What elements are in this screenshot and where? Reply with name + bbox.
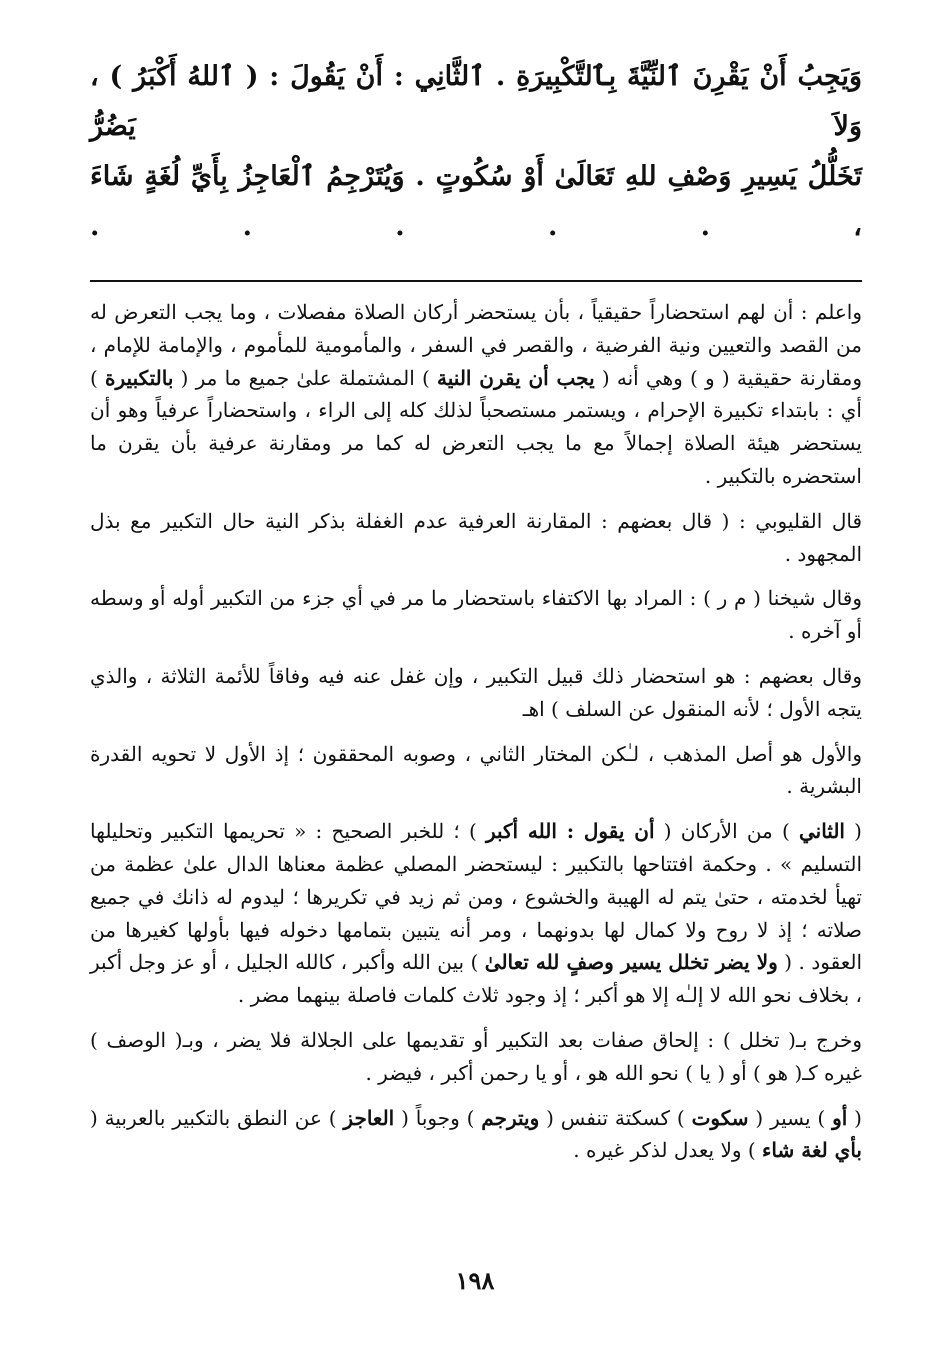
commentary-text: ) ؛ للخبر الصحيح : « تحريمها التكبير وتحليلها التسليم » . وحكمة افتتاحها بالتكبير : ليستحضر المصلي عظمة معناها الدال علىٰ عظمة من تهيأ لخدمته ، حتىٰ يتم له الهيبة والخشوع ، ومن ثم زيد في تكريرها ؛ ليدوم له ذانك في جميع صلاته ؛ إذ لا روح ولا كمال لها بدونهما ، ومر أنه يتبين بتمامها دخوله فيها بأولها كغيرها من العقود . ( bbox=[90, 819, 863, 975]
main-text-line-2: تَخَلُّلُ يَسِيرِ وَصْفِ للهِ تَعَالَىٰ أَوْ سُكُوتٍ . وَيُتَرْجِمُ ٱلْعَاجِزُ بِأَيِّ لُغَةٍ شَاءَ ، . . . . . bbox=[90, 161, 862, 242]
commentary-paragraph bbox=[90, 582, 862, 648]
highlighted-main-text: يجب أن يقرن النية bbox=[437, 365, 595, 390]
commentary-text: ) عن النطق بالتكبير بالعربية ( bbox=[90, 1105, 344, 1130]
commentary-text: ) المشتملة علىٰ جميع ما مر ( bbox=[173, 365, 438, 390]
commentary-text: وقال شيخنا ( م ر ) : المراد بها الاكتفاء باستحضار ما مر في أي جزء من التكبير أوله أو وسطه أو آخره . bbox=[90, 586, 862, 644]
commentary-text: ( bbox=[847, 1105, 862, 1130]
commentary-text: ) ولا يعدل لذكر غيره . bbox=[573, 1138, 763, 1163]
highlighted-main-text: بالتكبيرة bbox=[105, 365, 174, 390]
footnote-divider bbox=[90, 280, 862, 282]
highlighted-main-text: الثاني bbox=[798, 819, 845, 844]
commentary-text: ) أي : بابتداء تكبيرة الإحرام ، ويستمر مستصحباً لذلك كله إلى الراء ، واستحضاراً عرفياً وهو أن يستحضر هيئة الصلاة إجمالاً مع ما يجب التعرض له كما مر ومقارنة عرفية بأن يقرن ما استحضره بالتكبير . bbox=[90, 365, 862, 488]
highlighted-main-text: أو bbox=[832, 1105, 848, 1130]
commentary-text: ) يسير ( bbox=[748, 1105, 833, 1130]
commentary-text: ) من الأركان ( bbox=[654, 819, 799, 844]
commentary-text: وخرج بـ( تخلل ) : إلحاق صفات بعد التكبير أو تقديمها على الجلالة فلا يضر ، وبـ( الوصف ) غيره كـ( هو ) أو ( يا ) نحو الله هو ، أو يا رحمن أكبر ، فيضر . bbox=[90, 1027, 862, 1085]
highlighted-main-text: بأي لغة شاء bbox=[762, 1138, 862, 1163]
commentary-paragraph bbox=[90, 1024, 862, 1090]
commentary-paragraph bbox=[90, 1102, 862, 1168]
book-page bbox=[90, 52, 862, 1179]
commentary-paragraph bbox=[90, 815, 862, 1012]
page-number: ١٩٨ bbox=[455, 1266, 495, 1295]
commentary-text: ) بين الله وأكبر ، كالله الجليل ، أو عز وجل أكبر ، بخلاف نحو الله لا إلـٰه إلا هو أكبر ؛ إذ وجود ثلاث كلمات فاصلة بينهما مضر . bbox=[90, 950, 862, 1008]
commentary-paragraph bbox=[90, 738, 862, 804]
main-text bbox=[90, 52, 862, 252]
commentary-text: وقال بعضهم : هو استحضار ذلك قبيل التكبير ، وإن غفل عنه فيه وفاقاً للأئمة الثلاثة ، والذي يتجه الأول ؛ لأنه المنقول عن السلف ) اهـ bbox=[90, 663, 862, 721]
commentary-text: ( bbox=[844, 819, 862, 844]
commentary-paragraph bbox=[90, 296, 862, 493]
commentary-text: قال القليوبي : ( قال بعضهم : المقارنة العرفية عدم الغفلة بذكر النية حال التكبير مع بذل المجهود . bbox=[90, 508, 862, 566]
main-text-line-1: وَيَجِبُ أَنْ يَقْرِنَ ٱلنِّيَّةَ بِٱلتَّكْبِيرَةِ . ٱلثَّانِي : أَنْ يَقُولَ : ( ٱللهُ أَكْبَرُ ) ، وَلاَ يَضُرُّ bbox=[90, 61, 862, 142]
highlighted-main-text: أن يقول : الله أكبر bbox=[485, 819, 655, 844]
highlighted-main-text: سكوت bbox=[691, 1105, 749, 1130]
commentary-text: والأول هو أصل المذهب ، لـٰكن المختار الثاني ، وصوبه المحققون ؛ إذ الأول لا تحويه القدرة البشرية . bbox=[90, 741, 862, 799]
commentary-text: ) وجوباً ( bbox=[394, 1105, 482, 1130]
commentary-text: واعلم : أن لهم استحضاراً حقيقياً ، بأن يستحضر أركان الصلاة مفصلات ، وما يجب التعرض له من القصد والتعيين ونية الفرضية ، والقصر في السفر ، والمأمومية للمأموم ، والإمامة للإمام ، ومقارنة حقيقية ( و ) وهي أنه ( bbox=[90, 300, 862, 390]
highlighted-main-text: ولا يضر تخلل يسير وصفٍ لله تعالىٰ bbox=[484, 950, 778, 975]
commentary-paragraph bbox=[90, 505, 862, 571]
highlighted-main-text: ويترجم bbox=[481, 1105, 540, 1130]
commentary-paragraph bbox=[90, 660, 862, 726]
commentary bbox=[90, 296, 862, 1167]
commentary-text: ) كسكتة تنفس ( bbox=[539, 1105, 692, 1130]
highlighted-main-text: العاجز bbox=[343, 1105, 395, 1130]
